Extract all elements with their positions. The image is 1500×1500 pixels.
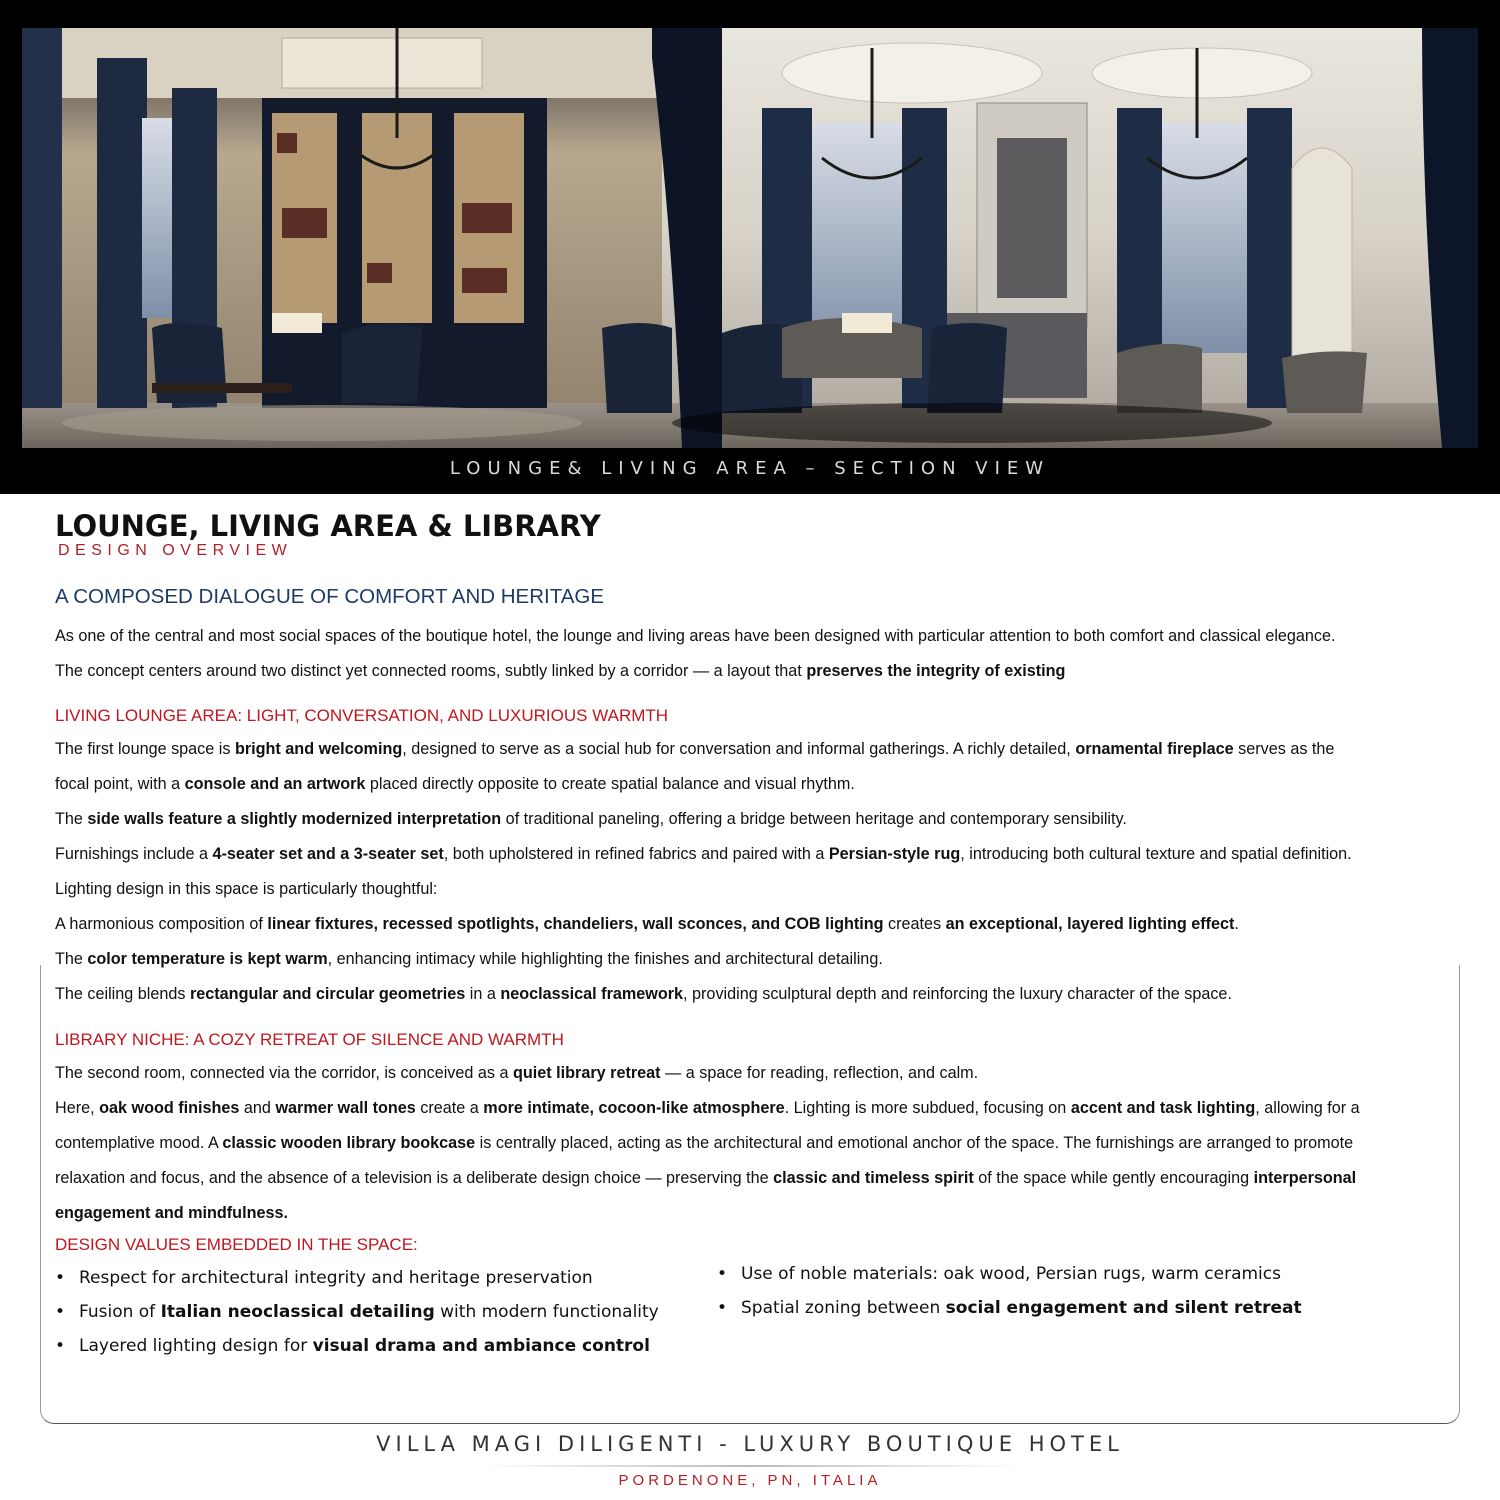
emphasis-text: side walls feature a slightly modernized interpretation [87,810,502,828]
intro-text: The concept centers around two distinct yet connected rooms, subtly linked by a corridor — a layout that [55,662,807,680]
emphasis-text: 4-seater set and a 3-seater set [212,845,444,863]
library-heading: LIBRARY NICHE: A COZY RETREAT OF SILENCE AND WARMTH [55,1030,564,1049]
value-bullet [55,1295,659,1329]
page-subtitle: DESIGN OVERVIEW [58,542,293,559]
body-text: , both upholstered in refined fabrics and paired with a [443,845,829,863]
bullet-dot-icon: • [717,1298,728,1318]
emphasis-text: neoclassical framework [500,985,684,1003]
render-band [0,0,1500,494]
value-bullet [717,1291,1302,1325]
emphasis-text: more intimate, cocoon-like atmosphere [483,1099,785,1117]
value-bullet [55,1329,659,1363]
body-text: is centrally placed, acting as the architectural and emotional anchor of the space. The furnishings are arranged to promote [475,1134,1354,1152]
body-text: Furnishings include a [55,845,213,863]
page-title: LOUNGE, LIVING AREA & LIBRARY [55,509,601,543]
footer-title: VILLA MAGI DILIGENTI - LUXURY BOUTIQUE HOTEL [376,1432,1124,1456]
living-paragraph [55,767,1475,802]
body-text: The [55,810,88,828]
bullet-emphasis: visual drama and ambiance control [312,1336,650,1356]
emphasis-text: classic wooden library bookcase [222,1134,476,1152]
body-text: serves as the [1233,740,1335,758]
library-paragraph [55,1091,1475,1126]
bullet-dot-icon: • [55,1302,66,1322]
body-text: contemplative mood. A [55,1134,223,1152]
emphasis-text: ornamental fireplace [1075,740,1234,758]
body-text: — a space for reading, reflection, and calm. [660,1064,979,1082]
emphasis-text: interpersonal [1253,1169,1357,1187]
body-text: Here, [55,1099,100,1117]
intro-line-1: As one of the central and most social spaces of the boutique hotel, the lounge and living areas have been designed with particular attention to both comfort and classical elegance. [55,627,1336,645]
bullet-text: Respect for architectural integrity and heritage preservation [79,1268,593,1288]
value-bullet [55,1261,659,1295]
emphasis-text: color temperature is kept warm [87,950,328,968]
bullet-text: with modern functionality [434,1302,659,1322]
intro-line-2 [55,654,1475,689]
library-section [55,1056,1475,1231]
bullet-dot-icon: • [717,1264,728,1284]
footer-location: PORDENONE, PN, ITALIA [618,1472,882,1489]
bullet-text: Use of noble materials: oak wood, Persian rugs, warm ceramics [741,1264,1281,1284]
living-paragraph [55,977,1475,1012]
body-text: The [55,950,88,968]
body-text: , allowing for a [1255,1099,1360,1117]
library-paragraph [55,1161,1475,1196]
body-text: . [1234,915,1239,933]
emphasis-text: an exceptional, layered lighting effect [945,915,1235,933]
body-text: create a [415,1099,484,1117]
living-heading: LIVING LOUNGE AREA: LIGHT, CONVERSATION, AND LUXURIOUS WARMTH [55,706,669,725]
values-column-left [55,1261,659,1363]
body-text: of traditional paneling, offering a bridge between heritage and contemporary sensibility. [501,810,1127,828]
living-paragraph [55,942,1475,977]
living-paragraph [55,802,1475,837]
body-text: relaxation and focus, and the absence of a television is a deliberate design choice — preserving the [55,1169,774,1187]
library-paragraph [55,1126,1475,1161]
bullet-emphasis: social engagement and silent retreat [945,1298,1302,1318]
bullet-dot-icon: • [55,1268,66,1288]
footer-divider [480,1465,1020,1467]
headline: A COMPOSED DIALOGUE OF COMFORT AND HERITAGE [55,585,605,608]
emphasis-text: rectangular and circular geometries [189,985,466,1003]
emphasis-text: Persian-style rug [828,845,961,863]
body-text: . Lighting is more subdued, focusing on [784,1099,1071,1117]
body-text: creates [883,915,946,933]
values-list [55,1261,1475,1381]
emphasis-text: bright and welcoming [234,740,403,758]
emphasis-text: warmer wall tones [275,1099,416,1117]
body-text: The first lounge space is [55,740,235,758]
emphasis-text: accent and task lighting [1070,1099,1256,1117]
values-column-right [717,1257,1302,1325]
bullet-text: Spatial zoning between [741,1298,946,1318]
render-caption: LOUNGE& LIVING AREA – SECTION VIEW [449,458,1051,479]
body-text: in a [465,985,501,1003]
library-paragraph [55,1196,1475,1231]
living-paragraph [55,837,1475,872]
body-text: , designed to serve as a social hub for conversation and informal gatherings. A richly detailed, [402,740,1076,758]
emphasis-text: classic and timeless spirit [773,1169,974,1187]
library-emphasis: engagement and mindfulness. [55,1204,288,1222]
body-text: The second room, connected via the corridor, is conceived as a [55,1064,513,1082]
body-text: , enhancing intimacy while highlighting the finishes and architectural detailing. [327,950,883,968]
bullet-emphasis: Italian neoclassical detailing [160,1302,435,1322]
emphasis-text: console and an artwork [184,775,366,793]
intro-paragraph [55,619,1475,689]
bullet-dot-icon: • [55,1336,66,1356]
body-text: , providing sculptural depth and reinforcing the luxury character of the space. [683,985,1232,1003]
living-paragraph: Lighting design in this space is particularly thoughtful: [55,880,438,898]
bullet-text: Fusion of [79,1302,161,1322]
body-text: and [239,1099,276,1117]
living-paragraph [55,907,1475,942]
interior-render-image [22,28,1478,448]
emphasis-text: linear fixtures, recessed spotlights, chandeliers, wall sconces, and COB lighting [267,915,884,933]
design-overview [55,508,1475,1381]
value-bullet [717,1257,1302,1291]
render-illustration [22,28,1478,448]
living-paragraph [55,732,1475,767]
values-heading: DESIGN VALUES EMBEDDED IN THE SPACE: [55,1235,418,1254]
body-text: The ceiling blends [55,985,190,1003]
intro-emphasis: preserves the integrity of existing [806,662,1066,680]
body-text: A harmonious composition of [55,915,268,933]
body-text: focal point, with a [55,775,185,793]
emphasis-text: oak wood finishes [99,1099,240,1117]
body-text: placed directly opposite to create spatial balance and visual rhythm. [365,775,855,793]
library-paragraph [55,1056,1475,1091]
body-text: , introducing both cultural texture and spatial definition. [960,845,1352,863]
body-text: of the space while gently encouraging [973,1169,1254,1187]
bullet-text: Layered lighting design for [79,1336,313,1356]
living-section [55,732,1475,1012]
emphasis-text: quiet library retreat [513,1064,661,1082]
